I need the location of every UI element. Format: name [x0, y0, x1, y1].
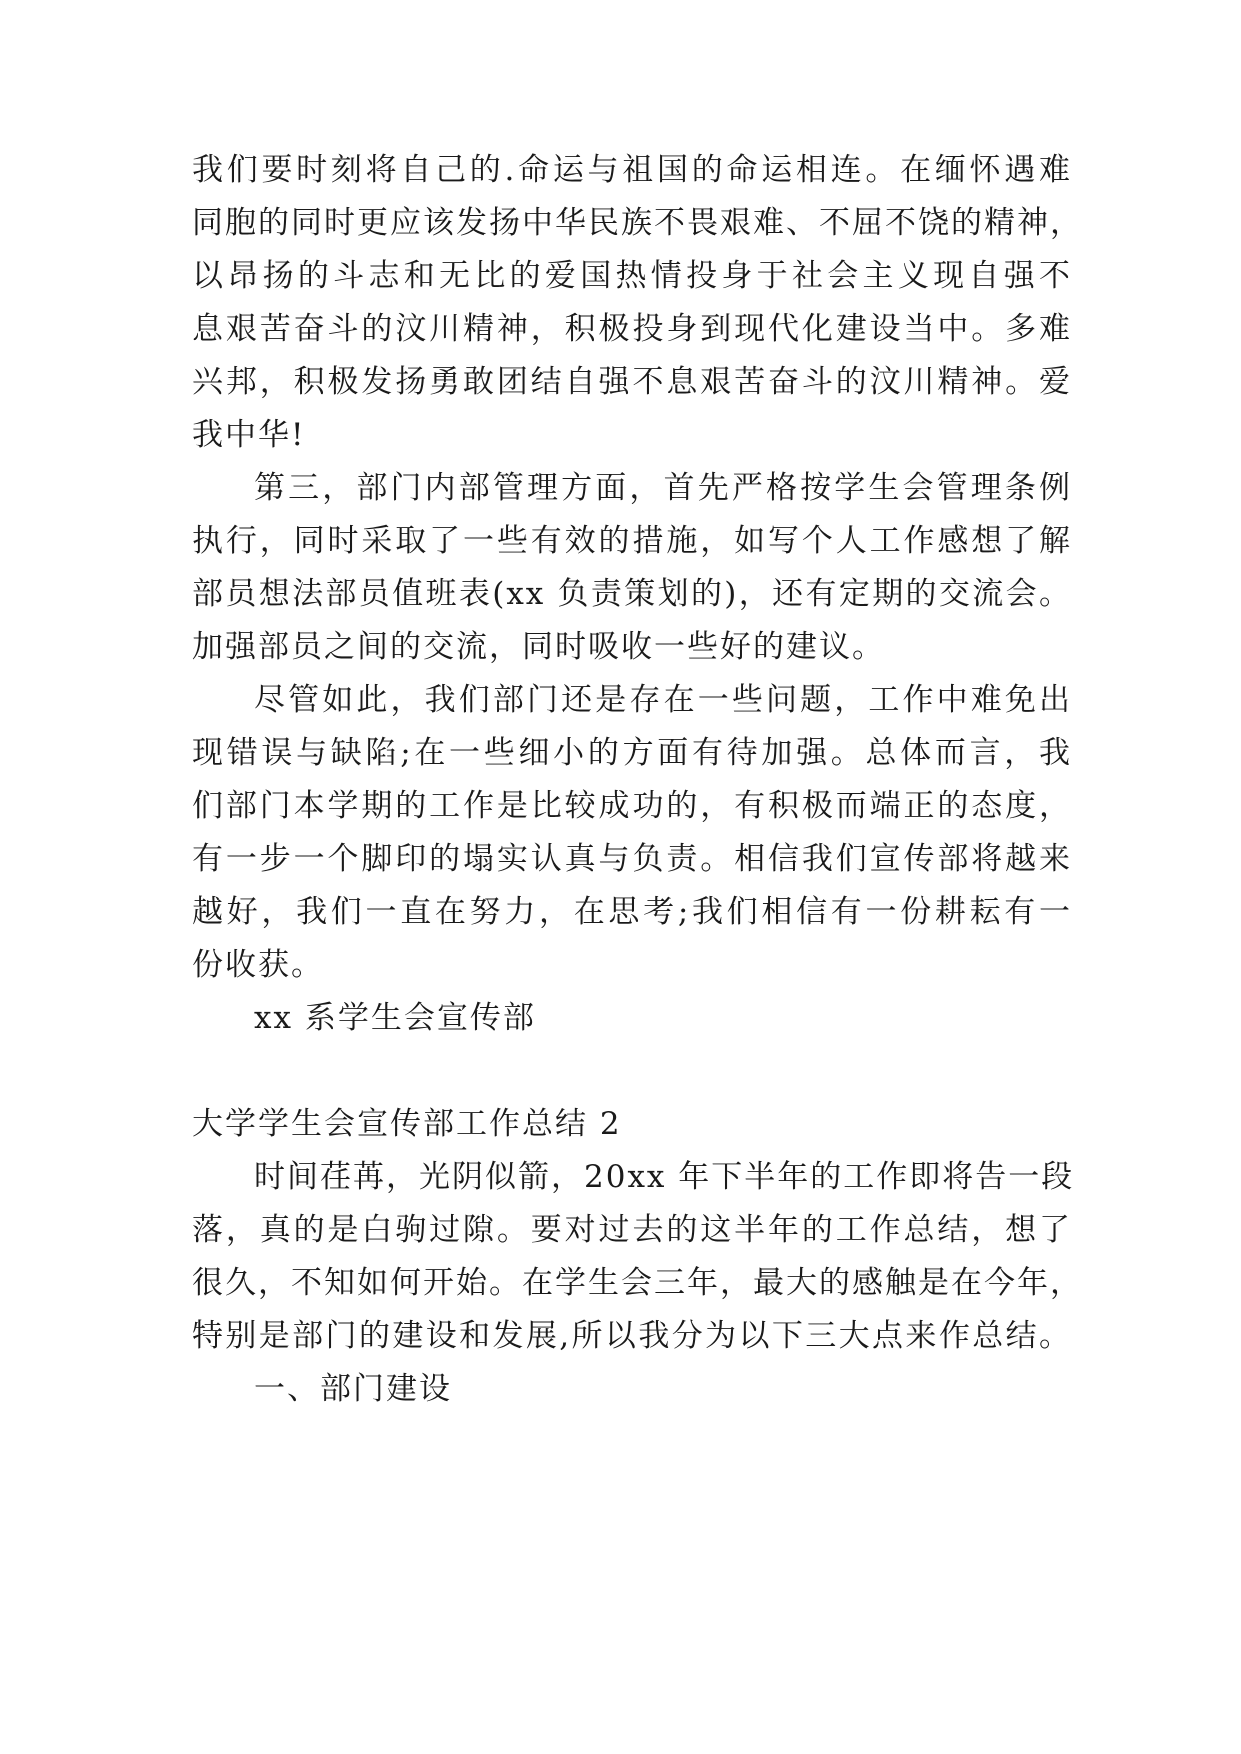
- paragraph-1-line-6: 我中华!: [192, 417, 306, 453]
- paragraph-1-line-3: 以昂扬的斗志和无比的爱国热情投身于社会主义现自强不: [192, 258, 1072, 294]
- paragraph-2-line-3: 部员想法部员值班表(xx 负责策划的)，还有定期的交流会。: [192, 576, 1072, 612]
- paragraph-3-line-3: 们部门本学期的工作是比较成功的，有积极而端正的态度，: [192, 788, 1072, 824]
- section-heading: 大学学生会宣传部工作总结 2: [192, 1106, 622, 1142]
- paragraph-3-line-2: 现错误与缺陷;在一些细小的方面有待加强。总体而言，我: [192, 735, 1072, 771]
- paragraph-3-line-4: 有一步一个脚印的塌实认真与负责。相信我们宣传部将越来: [192, 841, 1072, 877]
- paragraph-2-line-1: 第三，部门内部管理方面，首先严格按学生会管理条例: [254, 470, 1072, 506]
- paragraph-3-line-6: 份收获。: [192, 947, 324, 983]
- paragraph-1-line-2: 同胞的同时更应该发扬中华民族不畏艰难、不屈不饶的精神，: [192, 205, 1083, 241]
- paragraph-4-line-1: 时间荏苒，光阴似箭，20xx 年下半年的工作即将告一段: [254, 1159, 1075, 1195]
- paragraph-3-line-1: 尽管如此，我们部门还是存在一些问题，工作中难免出: [254, 682, 1072, 718]
- paragraph-1-line-1: 我们要时刻将自己的.命运与祖国的命运相连。在缅怀遇难: [192, 152, 1072, 188]
- signature: xx 系学生会宣传部: [254, 1000, 536, 1036]
- subsection-heading: 一、部门建设: [254, 1371, 452, 1407]
- paragraph-2-line-2: 执行，同时采取了一些有效的措施，如写个人工作感想了解: [192, 523, 1072, 559]
- paragraph-4-line-2: 落，真的是白驹过隙。要对过去的这半年的工作总结，想了: [192, 1212, 1072, 1248]
- paragraph-3-line-5: 越好，我们一直在努力，在思考;我们相信有一份耕耘有一: [192, 894, 1072, 930]
- paragraph-1-line-4: 息艰苦奋斗的汶川精神，积极投身到现代化建设当中。多难: [192, 311, 1072, 347]
- paragraph-4-line-3: 很久，不知如何开始。在学生会三年，最大的感触是在今年，: [192, 1265, 1083, 1301]
- paragraph-1-line-5: 兴邦，积极发扬勇敢团结自强不息艰苦奋斗的汶川精神。爱: [192, 364, 1072, 400]
- paragraph-4-line-4: 特别是部门的建设和发展,所以我分为以下三大点来作总结。: [192, 1318, 1072, 1354]
- paragraph-2-line-4: 加强部员之间的交流，同时吸收一些好的建议。: [192, 629, 885, 665]
